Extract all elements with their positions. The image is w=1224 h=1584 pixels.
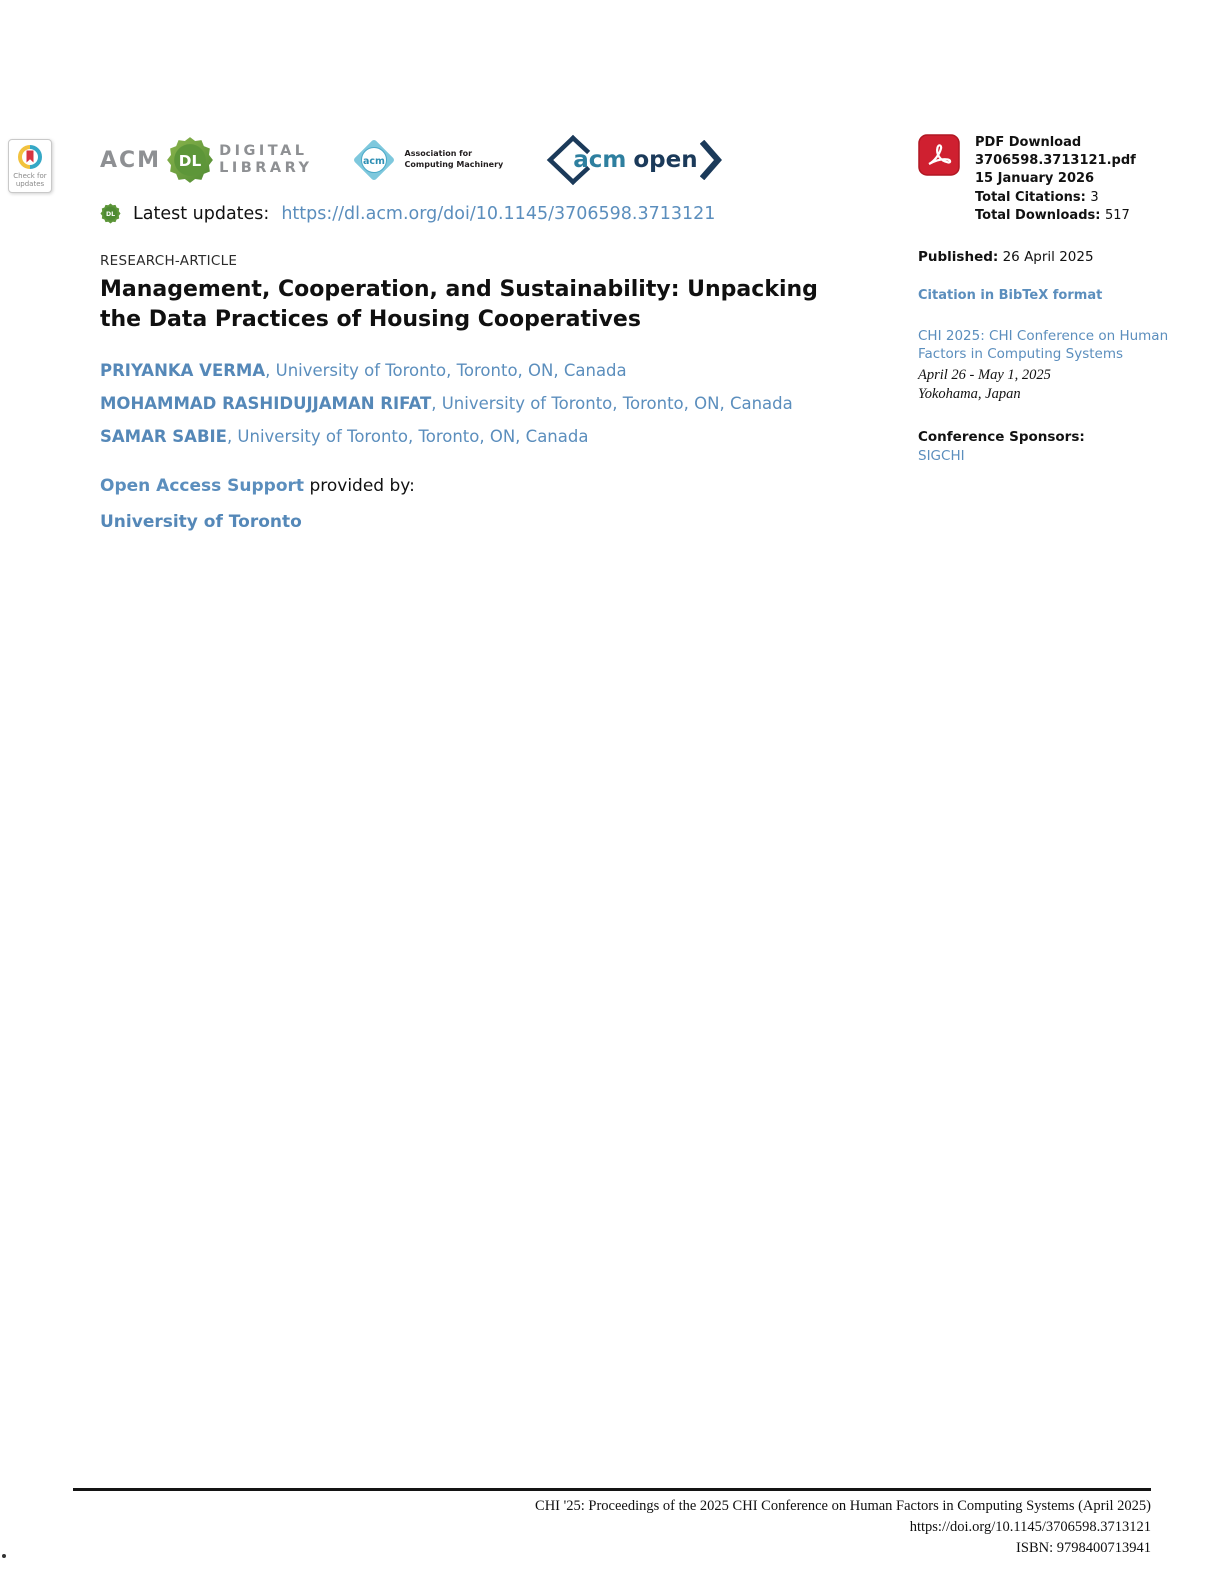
digital-text: DIGITAL xyxy=(219,143,308,160)
footer-divider xyxy=(73,1488,1151,1491)
conference-dates xyxy=(918,366,1174,404)
svg-text:DL: DL xyxy=(178,152,202,170)
total-citations-value: 3 xyxy=(1090,189,1099,205)
published-row xyxy=(918,249,1174,265)
author-affiliation: , University of Toronto, Toronto, ON, Canada xyxy=(226,426,589,446)
open-access-suffix: provided by: xyxy=(304,475,415,496)
author-name-link[interactable]: PRIYANKA VERMA xyxy=(100,360,266,380)
association-line1: Association for xyxy=(404,149,473,159)
pdf-download-title: PDF Download xyxy=(975,135,1082,150)
acm-open-acm-text: acm xyxy=(573,147,627,173)
conference-link[interactable]: CHI 2025: CHI Conference on Human Factors in Computing Systems xyxy=(918,327,1169,363)
article-type-label: RESEARCH-ARTICLE xyxy=(100,253,238,269)
acm-open-logo[interactable] xyxy=(541,133,721,187)
conference-date-range: April 26 - May 1, 2025 xyxy=(918,367,1051,384)
check-for-updates-icon xyxy=(17,144,43,170)
author-row xyxy=(100,394,850,413)
pdf-download-block[interactable] xyxy=(918,134,1174,225)
dl-mini-gear-icon xyxy=(100,203,121,224)
bibtex-citation-link[interactable]: Citation in BibTeX format xyxy=(918,287,1103,303)
pdf-filename: 3706598.3713121.pdf xyxy=(975,153,1136,169)
latest-updates-label: Latest updates: xyxy=(133,203,270,224)
published-date: 26 April 2025 xyxy=(1002,248,1094,265)
acm-digital-library-logo[interactable] xyxy=(100,136,313,184)
article-main xyxy=(100,203,850,532)
pdf-file-icon xyxy=(918,134,960,176)
total-downloads-row xyxy=(975,207,1136,225)
pdf-date: 15 January 2026 xyxy=(975,171,1095,187)
total-downloads-value: 517 xyxy=(1104,207,1130,223)
svg-text:acm: acm xyxy=(362,156,385,167)
latest-updates-url-link[interactable]: https://dl.acm.org/doi/10.1145/3706598.3713121 xyxy=(281,203,716,224)
author-affiliation: , University of Toronto, Toronto, ON, Canada xyxy=(431,393,793,413)
total-downloads-label: Total Downloads: xyxy=(975,207,1101,223)
conference-location: Yokohama, Japan xyxy=(918,386,1021,403)
sponsor-sigchi-link[interactable]: SIGCHI xyxy=(918,448,965,465)
acm-diamond-icon xyxy=(351,137,397,183)
dl-gear-icon xyxy=(166,136,214,184)
acm-association-logo[interactable] xyxy=(351,137,504,183)
author-row xyxy=(100,427,850,446)
page-corner-dot xyxy=(2,1554,6,1558)
open-access-row xyxy=(100,476,850,496)
open-access-provider-link[interactable]: University of Toronto xyxy=(100,511,302,532)
footer-isbn-line: ISBN: 9798400713941 xyxy=(1016,1540,1151,1557)
footer-doi-line: https://doi.org/10.1145/3706598.3713121 xyxy=(909,1519,1151,1536)
digital-library-text xyxy=(219,143,312,176)
header-logos xyxy=(100,134,722,186)
published-label: Published: xyxy=(918,248,999,265)
total-citations-row xyxy=(975,189,1136,207)
acm-open-open-text: open xyxy=(633,147,698,173)
author-name-link[interactable]: SAMAR SABIE xyxy=(100,426,227,446)
check-for-updates-badge[interactable] xyxy=(8,139,52,193)
acm-text: ACM xyxy=(100,147,162,173)
article-sidebar xyxy=(918,134,1174,464)
conference-sponsors-label: Conference Sponsors: xyxy=(918,429,1085,446)
total-citations-label: Total Citations: xyxy=(975,189,1086,205)
author-affiliation: , University of Toronto, Toronto, ON, Canada xyxy=(265,360,627,380)
author-list xyxy=(100,361,850,446)
acm-open-right-chevron-icon xyxy=(700,140,722,180)
open-access-support-link[interactable]: Open Access Support xyxy=(100,475,305,496)
library-text: LIBRARY xyxy=(219,160,313,176)
pdf-download-info xyxy=(975,134,1136,225)
latest-updates-row xyxy=(100,203,850,224)
author-row xyxy=(100,361,850,380)
author-name-link[interactable]: MOHAMMAD RASHIDUJJAMAN RIFAT xyxy=(100,393,432,413)
association-text xyxy=(405,149,504,171)
footer-proceedings-line: CHI '25: Proceedings of the 2025 CHI Conference on Human Factors in Computing Systems (April 2025) xyxy=(535,1498,1151,1514)
article-title: Management, Cooperation, and Sustainability: Unpacking the Data Practices of Housing Cooperatives xyxy=(100,277,818,333)
footer-citation-block xyxy=(535,1496,1151,1559)
svg-text:DL: DL xyxy=(105,211,116,219)
check-for-updates-label: Check for updates xyxy=(13,172,47,189)
association-line2: Computing Machinery xyxy=(404,160,504,169)
